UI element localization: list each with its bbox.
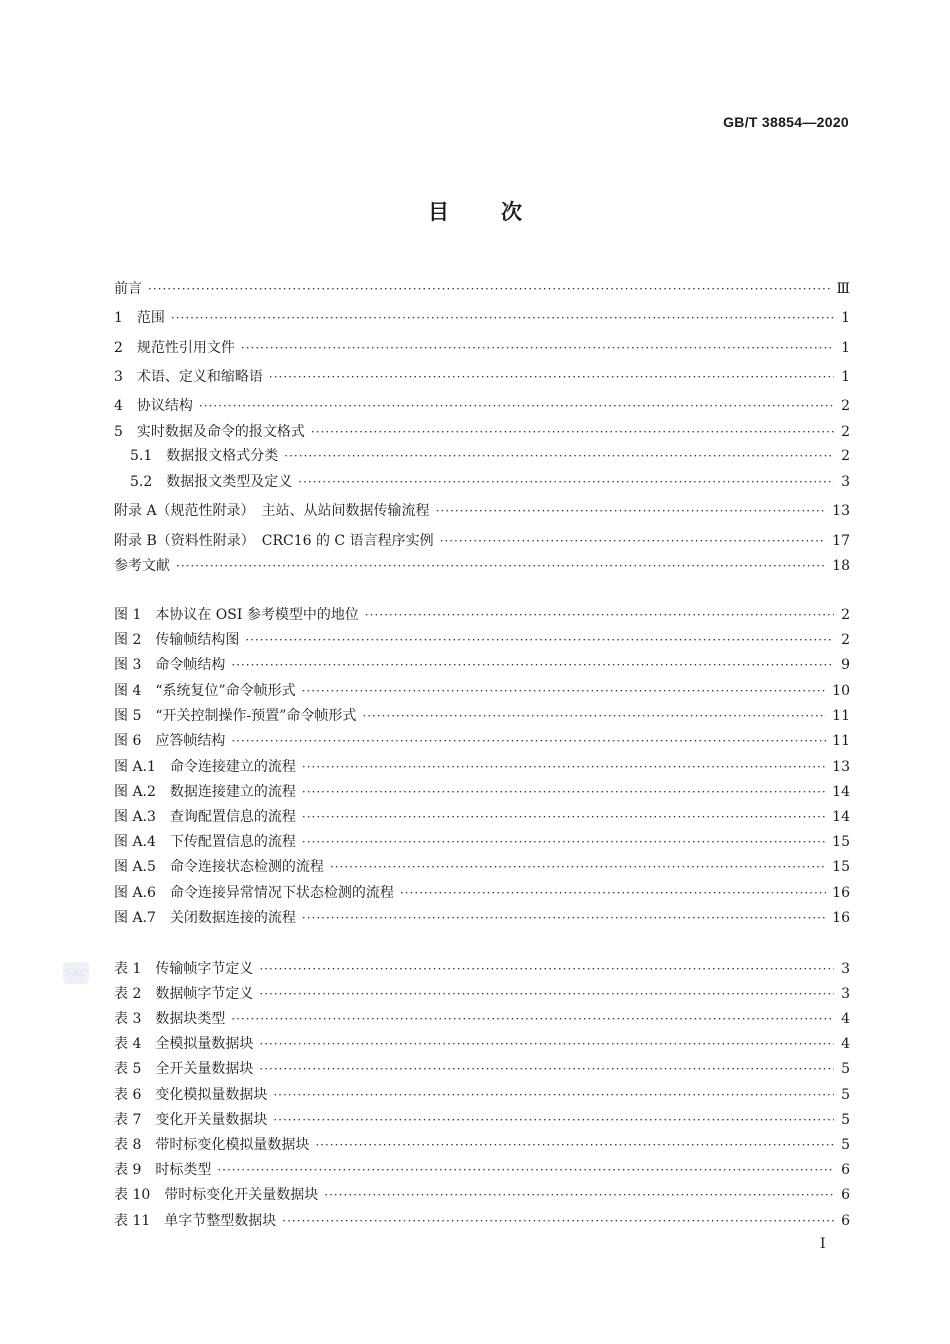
leader-dots [269,368,834,386]
leader-dots [259,960,834,978]
toc-entry-label: 表 1 传输帧字节定义 [114,961,254,977]
leader-dots [302,808,826,826]
toc-entry-label: 图 5 “开关控制操作-预置”命令帧形式 [114,708,357,724]
toc-entry-page: 6 [841,1162,850,1178]
toc-entry[interactable] [114,1157,850,1179]
leader-dots [231,656,834,674]
toc-entry-label: 附录 B（资料性附录） CRC16 的 C 语言程序实例 [114,533,434,549]
toc-entry-page: 2 [841,448,850,464]
leader-dots [302,783,826,801]
toc-entry[interactable] [114,728,850,750]
toc-entry[interactable] [114,602,850,624]
toc-entry-label: 5 实时数据及命令的报文格式 [114,424,305,440]
toc-entry[interactable] [114,627,850,649]
leader-dots [282,1212,834,1230]
leader-dots [171,309,834,327]
toc-entry[interactable] [114,829,850,851]
toc-entry-label: 图 A.7 关闭数据连接的流程 [114,910,296,926]
toc-entry-page: 15 [832,834,850,850]
toc-entry-label: 参考文献 [114,558,170,574]
toc-entry[interactable] [114,754,850,776]
toc-entry[interactable] [114,443,850,465]
toc-entry-page: 10 [832,683,850,699]
toc-entry-label: 表 2 数据帧字节定义 [114,986,254,1002]
leader-dots [302,758,826,776]
toc-entry-label: 表 11 单字节整型数据块 [114,1213,277,1229]
toc-entry-label: 3 术语、定义和缩略语 [114,369,263,385]
leader-dots [148,280,830,298]
toc-entry-page: 4 [841,1036,850,1052]
toc-entry-page: 1 [841,310,850,326]
toc-entry[interactable] [114,779,850,801]
toc-entry[interactable] [114,1208,850,1230]
toc-entry-page: 6 [841,1187,850,1203]
leader-dots [302,833,826,851]
toc-entry[interactable] [114,469,850,491]
toc-entry-page: 18 [832,558,850,574]
toc-entry-page: 17 [832,533,850,549]
leader-dots [217,1161,834,1179]
toc-entry[interactable] [114,1082,850,1104]
sac-logo-icon: SAC [63,962,89,984]
toc-entry[interactable] [114,528,850,550]
leader-dots [302,909,826,927]
toc-entry[interactable] [114,905,850,927]
toc-entry-label: 图 2 传输帧结构图 [114,632,240,648]
toc-entry[interactable] [114,364,850,386]
toc-entry-label: 表 8 带时标变化模拟量数据块 [114,1137,310,1153]
leader-dots [311,423,834,441]
toc-entry-label: 图 A.5 命令连接状态检测的流程 [114,859,324,875]
toc-entry-label: 图 A.2 数据连接建立的流程 [114,784,296,800]
toc-entry-label: 表 5 全开关量数据块 [114,1061,254,1077]
toc-entry-page: 11 [832,708,850,724]
toc-entry-page: 6 [841,1213,850,1229]
toc-entry-label: 2 规范性引用文件 [114,340,235,356]
toc-entry-page: 5 [841,1061,850,1077]
leader-dots [231,1010,834,1028]
leader-dots [298,473,834,491]
toc-entry[interactable] [114,419,850,441]
leader-dots [302,682,827,700]
toc-entry[interactable] [114,981,850,1003]
toc-entry-label: 图 1 本协议在 OSI 参考模型中的地位 [114,607,359,623]
toc-entry-page: 5 [841,1137,850,1153]
toc-entry-label: 表 7 变化开关量数据块 [114,1112,268,1128]
standard-code: GB/T 38854—2020 [723,114,849,130]
toc-entry[interactable] [114,854,850,876]
toc-entry-label: 1 范围 [114,310,165,326]
toc-entry-label: 表 10 带时标变化开关量数据块 [114,1187,319,1203]
leader-dots [231,732,826,750]
toc-entry-page: 2 [841,424,850,440]
leader-dots [400,884,826,902]
toc-entry-page: 1 [841,369,850,385]
toc-entry[interactable] [114,678,850,700]
toc-entry-page: 3 [841,474,850,490]
toc-entry[interactable] [114,880,850,902]
toc-entry-label: 图 A.6 命令连接异常情况下状态检测的流程 [114,885,394,901]
toc-entry-label: 表 3 数据块类型 [114,1011,226,1027]
toc-entry-page: 14 [832,784,850,800]
toc-entry-label: 图 A.3 查询配置信息的流程 [114,809,296,825]
leader-dots [259,1060,834,1078]
toc-entry-page: 3 [841,986,850,1002]
toc-entry-page: 1 [841,340,850,356]
leader-dots [315,1136,834,1154]
toc-entry-page: 13 [832,503,850,519]
toc-entry[interactable] [114,1107,850,1129]
toc-entry[interactable] [114,1006,850,1028]
toc-entry[interactable] [114,1132,850,1154]
toc-entry-label: 图 6 应答帧结构 [114,733,226,749]
toc-entry-label: 表 4 全模拟量数据块 [114,1036,254,1052]
toc-entry[interactable] [114,652,850,674]
toc-entry[interactable] [114,703,850,725]
toc-entry[interactable] [114,335,850,357]
toc-entry-label: 图 A.4 下传配置信息的流程 [114,834,296,850]
toc-entry-page: 3 [841,961,850,977]
leader-dots [365,606,834,624]
toc-entry[interactable] [114,393,850,415]
page-title [0,196,950,226]
toc-entry[interactable] [114,1031,850,1053]
toc-entry-page: 9 [841,657,850,673]
leader-dots [362,707,826,725]
leader-dots [245,631,834,649]
leader-dots [259,985,834,1003]
leader-dots [273,1086,834,1104]
toc-entry-label: 图 3 命令帧结构 [114,657,226,673]
toc-entry-page: 2 [841,607,850,623]
toc-entry-page: Ⅲ [836,281,850,297]
toc-entry[interactable] [114,498,850,520]
toc-entry-label: 前言 [114,281,142,297]
toc-entry-page: 2 [841,632,850,648]
toc-entry-label: 表 6 变化模拟量数据块 [114,1087,268,1103]
toc-entry-page: 4 [841,1011,850,1027]
leader-dots [284,447,834,465]
leader-dots [330,858,826,876]
toc-entry-page: 2 [841,398,850,414]
toc-entry-page: 5 [841,1112,850,1128]
toc-entry-label: 图 A.1 命令连接建立的流程 [114,759,296,775]
leader-dots [324,1186,834,1204]
toc-entry[interactable] [114,956,850,978]
toc-entry[interactable] [114,553,850,575]
toc-entry-label: 表 9 时标类型 [114,1162,212,1178]
title-char-2: 次 [501,200,522,224]
toc-entry[interactable] [114,276,850,298]
toc-entry-page: 16 [832,910,850,926]
toc-entry[interactable] [114,804,850,826]
toc-entry[interactable] [114,305,850,327]
leader-dots [199,397,834,415]
leader-dots [259,1035,834,1053]
toc-entry-page: 13 [832,759,850,775]
toc-entry-page: 5 [841,1087,850,1103]
toc-entry-label: 附录 A（规范性附录） 主站、从站间数据传输流程 [114,503,430,519]
leader-dots [176,557,826,575]
toc-entry-label: 5.1 数据报文格式分类 [130,448,279,464]
leader-dots [440,532,827,550]
title-char-1: 目 [428,200,449,224]
page-number: I [820,1236,826,1252]
toc-entry[interactable] [114,1182,850,1204]
toc-entry-label: 4 协议结构 [114,398,193,414]
toc-entry[interactable] [114,1056,850,1078]
toc-entry-label: 图 4 “系统复位”命令帧形式 [114,683,296,699]
leader-dots [241,339,834,357]
leader-dots [273,1111,834,1129]
toc-entry-page: 11 [832,733,850,749]
toc-entry-page: 15 [832,859,850,875]
leader-dots [436,502,827,520]
toc-entry-label: 5.2 数据报文类型及定义 [130,474,293,490]
toc-entry-page: 16 [832,885,850,901]
toc-entry-page: 14 [832,809,850,825]
